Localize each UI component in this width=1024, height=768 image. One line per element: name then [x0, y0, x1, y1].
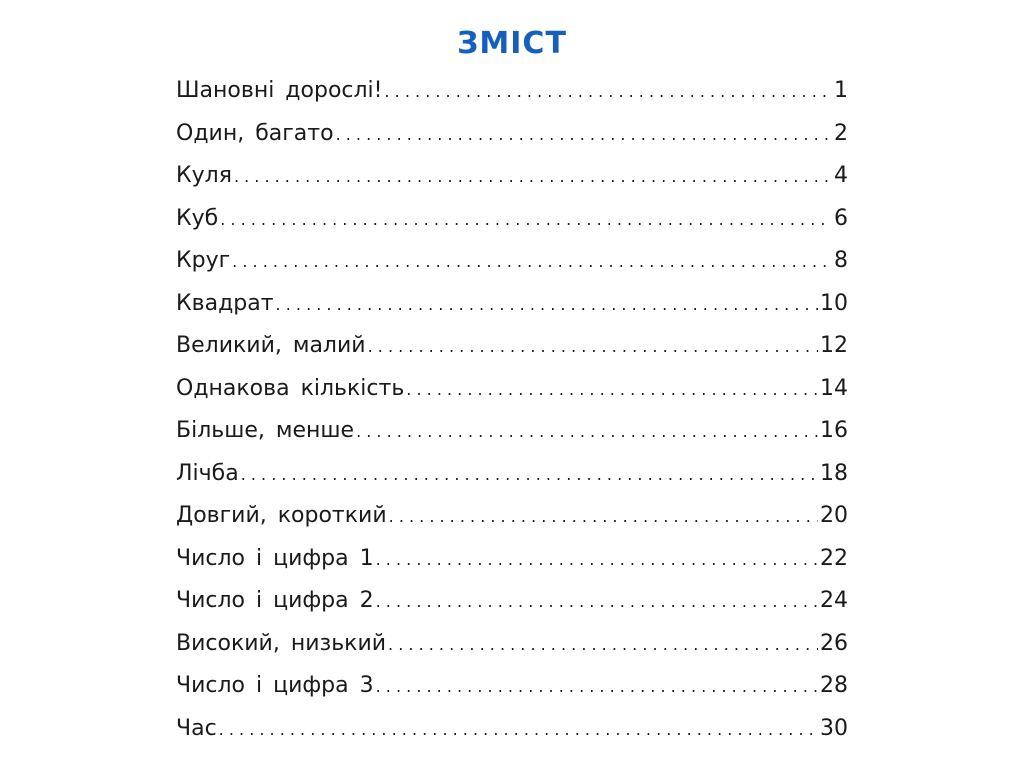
toc-entry-label: Шановні дорослі! — [176, 78, 383, 103]
toc-entry-label: Високий, низький — [176, 630, 387, 656]
toc-entry[interactable] — [176, 113, 848, 156]
dot-leader — [389, 496, 818, 538]
dot-leader — [241, 454, 818, 496]
dot-leader — [356, 411, 818, 453]
toc-entry-page: 18 — [820, 460, 848, 486]
toc-entry[interactable] — [176, 198, 848, 241]
dot-leader — [388, 624, 818, 666]
toc-entry-page: 28 — [820, 673, 848, 698]
toc-entry[interactable] — [176, 708, 848, 751]
toc-entry-label: Час — [176, 715, 217, 741]
toc-entry-page: 14 — [820, 375, 848, 401]
toc-entry[interactable] — [176, 453, 848, 496]
toc-entry-label: Число і цифра 3 — [176, 673, 374, 698]
toc-entry[interactable] — [176, 283, 848, 326]
toc-entry-page: 30 — [820, 715, 848, 741]
dot-leader — [219, 709, 818, 751]
dot-leader — [368, 326, 818, 368]
toc-entry[interactable] — [176, 538, 848, 581]
dot-leader — [234, 156, 832, 198]
toc-entry[interactable] — [176, 325, 848, 368]
toc-entry-page: 12 — [820, 333, 848, 358]
dot-leader — [232, 241, 832, 283]
dot-leader — [276, 284, 818, 326]
toc-entry[interactable] — [176, 70, 848, 113]
toc-entry[interactable] — [176, 240, 848, 283]
toc-entry-label: Число і цифра 1 — [176, 545, 374, 571]
toc-entry-page: 24 — [820, 588, 848, 613]
toc-entry-page: 10 — [820, 290, 848, 316]
toc-entry-page: 1 — [834, 78, 848, 103]
toc-entry[interactable] — [176, 410, 848, 453]
toc-entry[interactable] — [176, 155, 848, 198]
toc-entry-label: Один, багато — [176, 120, 334, 146]
dot-leader — [376, 581, 818, 623]
toc-entry-label: Великий, малий — [176, 333, 366, 358]
toc-entry-label: Лічба — [176, 460, 239, 486]
toc-entry-label: Однакова кількість — [176, 375, 405, 401]
toc-entry-label: Куля — [176, 163, 232, 188]
dot-leader — [336, 114, 832, 156]
toc-entry-page: 20 — [820, 503, 848, 528]
toc-entry-label: Довгий, короткий — [176, 503, 387, 528]
dot-leader — [376, 666, 818, 708]
toc-entry-page: 16 — [820, 418, 848, 443]
toc-entry[interactable] — [176, 580, 848, 623]
toc-entry-label: Число і цифра 2 — [176, 588, 374, 613]
toc-entry-label: Круг — [176, 248, 231, 273]
toc-entry-page: 22 — [820, 545, 848, 571]
toc-entry-label: Квадрат — [176, 290, 274, 316]
toc-entry-page: 8 — [834, 248, 848, 273]
toc-entry-page: 26 — [820, 630, 848, 656]
toc-entry-page: 6 — [834, 205, 848, 231]
table-of-contents — [176, 70, 848, 750]
dot-leader — [406, 369, 818, 411]
dot-leader — [376, 539, 818, 581]
toc-entry-page: 4 — [834, 163, 848, 188]
page-title: ЗМІСТ — [457, 26, 567, 61]
toc-entry-label: Більше, менше — [176, 418, 355, 443]
toc-entry[interactable] — [176, 665, 848, 708]
toc-entry[interactable] — [176, 495, 848, 538]
toc-entry[interactable] — [176, 623, 848, 666]
toc-entry[interactable] — [176, 368, 848, 411]
dot-leader — [220, 199, 832, 241]
toc-entry-label: Куб — [176, 205, 219, 231]
dot-leader — [385, 71, 833, 113]
toc-entry-page: 2 — [834, 120, 848, 146]
